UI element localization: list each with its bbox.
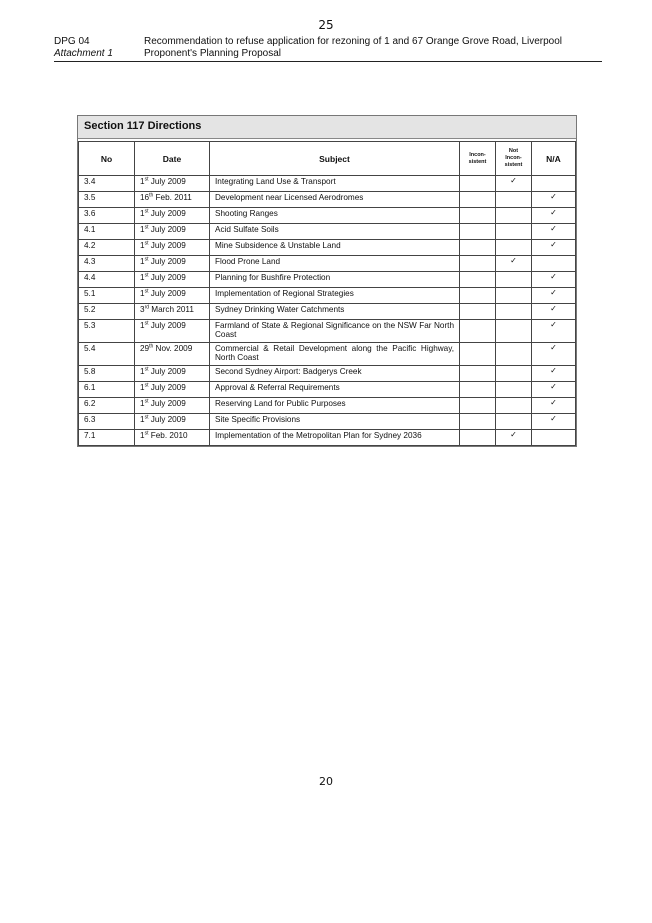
table-row	[79, 304, 576, 320]
page-number-top: 25	[318, 18, 334, 32]
cell-no: 4.3	[79, 256, 135, 272]
date-ordinal: st	[144, 240, 149, 247]
cell-date	[135, 320, 210, 343]
table-body	[79, 176, 576, 446]
cell-na: ✓	[532, 240, 576, 256]
cell-na: ✓	[532, 320, 576, 343]
cell-na: ✓	[532, 192, 576, 208]
cell-no: 5.3	[79, 320, 135, 343]
col-header-not-inconsistent	[496, 142, 532, 176]
cell-not-inconsistent	[496, 240, 532, 256]
col-header-no: No	[79, 142, 135, 176]
cell-subject: Planning for Bushfire Protection	[210, 272, 460, 288]
date-day: 1	[140, 209, 145, 218]
section-117-table-frame	[77, 115, 577, 447]
date-ordinal: rd	[144, 304, 150, 311]
date-rest: July 2009	[148, 209, 186, 218]
date-rest: Feb. 2010	[148, 431, 188, 440]
date-ordinal: st	[144, 272, 149, 279]
col-header-inconsistent-line2: sistent	[468, 158, 487, 165]
cell-not-inconsistent	[496, 320, 532, 343]
cell-subject: Mine Subsidence & Unstable Land	[210, 240, 460, 256]
cell-date	[135, 208, 210, 224]
date-ordinal: st	[144, 430, 149, 437]
table-row	[79, 366, 576, 382]
cell-no: 3.5	[79, 192, 135, 208]
cell-not-inconsistent	[496, 192, 532, 208]
cell-subject: Reserving Land for Public Purposes	[210, 398, 460, 414]
date-day: 16	[140, 193, 150, 202]
section-title: Section 117 Directions	[78, 116, 576, 139]
date-day: 29	[140, 344, 150, 353]
cell-inconsistent	[460, 304, 496, 320]
header-title-line2: Proponent's Planning Proposal	[144, 48, 282, 59]
cell-inconsistent	[460, 176, 496, 192]
cell-na	[532, 256, 576, 272]
date-ordinal: st	[144, 398, 149, 405]
col-header-not-inconsistent-line1: Not	[508, 148, 519, 154]
cell-na	[532, 430, 576, 446]
date-ordinal: st	[144, 224, 149, 231]
page-number-bottom: 20	[319, 775, 333, 788]
cell-date	[135, 414, 210, 430]
cell-no: 5.2	[79, 304, 135, 320]
date-day: 1	[140, 383, 145, 392]
cell-subject: Development near Licensed Aerodromes	[210, 192, 460, 208]
cell-na: ✓	[532, 208, 576, 224]
cell-not-inconsistent	[496, 288, 532, 304]
cell-date	[135, 382, 210, 398]
cell-date	[135, 240, 210, 256]
cell-subject: Commercial & Retail Development along the Pacific Highway, North Coast	[210, 343, 460, 366]
cell-subject: Implementation of Regional Strategies	[210, 288, 460, 304]
cell-no: 5.1	[79, 288, 135, 304]
date-rest: July 2009	[148, 273, 186, 282]
date-day: 3	[140, 305, 145, 314]
cell-na: ✓	[532, 398, 576, 414]
cell-inconsistent	[460, 398, 496, 414]
cell-not-inconsistent	[496, 208, 532, 224]
cell-no: 3.4	[79, 176, 135, 192]
table-row	[79, 192, 576, 208]
table-row	[79, 382, 576, 398]
cell-not-inconsistent: ✓	[496, 256, 532, 272]
cell-date	[135, 256, 210, 272]
date-rest: July 2009	[148, 367, 186, 376]
cell-inconsistent	[460, 343, 496, 366]
table-row	[79, 343, 576, 366]
cell-inconsistent	[460, 208, 496, 224]
table-row	[79, 272, 576, 288]
cell-no: 5.4	[79, 343, 135, 366]
date-day: 1	[140, 431, 145, 440]
cell-no: 4.2	[79, 240, 135, 256]
cell-date	[135, 366, 210, 382]
table-row	[79, 398, 576, 414]
cell-subject: Approval & Referral Requirements	[210, 382, 460, 398]
date-ordinal: st	[144, 382, 149, 389]
cell-inconsistent	[460, 430, 496, 446]
col-header-inconsistent	[460, 142, 496, 176]
cell-subject: Farmland of State & Regional Significance on the NSW Far North Coast	[210, 320, 460, 343]
cell-date	[135, 224, 210, 240]
table-row	[79, 224, 576, 240]
cell-subject: Second Sydney Airport: Badgerys Creek	[210, 366, 460, 382]
date-day: 1	[140, 289, 145, 298]
cell-subject: Shooting Ranges	[210, 208, 460, 224]
date-day: 1	[140, 321, 145, 330]
cell-no: 3.6	[79, 208, 135, 224]
cell-no: 6.2	[79, 398, 135, 414]
cell-inconsistent	[460, 224, 496, 240]
cell-not-inconsistent	[496, 304, 532, 320]
cell-na: ✓	[532, 304, 576, 320]
date-rest: March 2011	[149, 305, 194, 314]
table-row	[79, 208, 576, 224]
cell-subject: Site Specific Provisions	[210, 414, 460, 430]
date-day: 1	[140, 257, 145, 266]
date-rest: July 2009	[148, 225, 186, 234]
date-rest: Nov. 2009	[153, 344, 193, 353]
date-day: 1	[140, 399, 145, 408]
cell-subject: Flood Prone Land	[210, 256, 460, 272]
cell-not-inconsistent: ✓	[496, 176, 532, 192]
cell-no: 4.4	[79, 272, 135, 288]
date-day: 1	[140, 273, 145, 282]
cell-inconsistent	[460, 192, 496, 208]
cell-no: 4.1	[79, 224, 135, 240]
cell-no: 6.1	[79, 382, 135, 398]
date-rest: July 2009	[148, 177, 186, 186]
cell-inconsistent	[460, 320, 496, 343]
date-rest: July 2009	[148, 383, 186, 392]
col-header-inconsistent-line1: Incon-	[469, 151, 486, 158]
header-attachment: Attachment 1	[54, 48, 113, 59]
header-ref: DPG 04	[54, 36, 90, 47]
col-header-not-inconsistent-line3: sistent	[504, 162, 523, 168]
date-ordinal: st	[144, 366, 149, 373]
cell-inconsistent	[460, 256, 496, 272]
cell-na: ✓	[532, 224, 576, 240]
cell-not-inconsistent	[496, 414, 532, 430]
date-day: 1	[140, 177, 145, 186]
cell-date	[135, 430, 210, 446]
cell-date	[135, 176, 210, 192]
cell-inconsistent	[460, 288, 496, 304]
table-header-row	[79, 142, 576, 176]
cell-subject: Integrating Land Use & Transport	[210, 176, 460, 192]
date-ordinal: st	[144, 414, 149, 421]
cell-na: ✓	[532, 414, 576, 430]
cell-inconsistent	[460, 382, 496, 398]
table-row	[79, 176, 576, 192]
cell-date	[135, 304, 210, 320]
cell-na: ✓	[532, 382, 576, 398]
cell-date	[135, 272, 210, 288]
cell-not-inconsistent	[496, 398, 532, 414]
date-rest: July 2009	[148, 399, 186, 408]
cell-inconsistent	[460, 272, 496, 288]
date-rest: July 2009	[148, 289, 186, 298]
date-ordinal: st	[144, 176, 149, 183]
cell-inconsistent	[460, 366, 496, 382]
date-ordinal: st	[144, 320, 149, 327]
cell-na: ✓	[532, 343, 576, 366]
cell-not-inconsistent	[496, 382, 532, 398]
date-ordinal: st	[144, 288, 149, 295]
cell-subject: Acid Sulfate Soils	[210, 224, 460, 240]
cell-na: ✓	[532, 272, 576, 288]
table-row	[79, 320, 576, 343]
cell-date	[135, 398, 210, 414]
directions-table	[78, 141, 576, 446]
cell-subject: Implementation of the Metropolitan Plan for Sydney 2036	[210, 430, 460, 446]
date-rest: July 2009	[148, 321, 186, 330]
cell-inconsistent	[460, 240, 496, 256]
date-ordinal: th	[149, 343, 154, 350]
cell-date	[135, 288, 210, 304]
cell-subject: Sydney Drinking Water Catchments	[210, 304, 460, 320]
cell-na	[532, 176, 576, 192]
cell-na: ✓	[532, 366, 576, 382]
cell-na: ✓	[532, 288, 576, 304]
table-row	[79, 256, 576, 272]
col-header-not-inconsistent-line2: Incon-	[505, 155, 522, 161]
cell-no: 6.3	[79, 414, 135, 430]
col-header-subject: Subject	[210, 142, 460, 176]
cell-inconsistent	[460, 414, 496, 430]
page-header	[54, 36, 602, 60]
cell-date	[135, 192, 210, 208]
date-day: 1	[140, 225, 145, 234]
date-day: 1	[140, 367, 145, 376]
date-rest: Feb. 2011	[153, 193, 192, 202]
cell-not-inconsistent	[496, 366, 532, 382]
date-ordinal: th	[149, 192, 154, 199]
cell-not-inconsistent	[496, 224, 532, 240]
header-title-line1: Recommendation to refuse application for rezoning of 1 and 67 Orange Grove Road, Liverpool	[144, 36, 563, 47]
table-row	[79, 414, 576, 430]
col-header-na: N/A	[532, 142, 576, 176]
table-row	[79, 288, 576, 304]
col-header-date: Date	[135, 142, 210, 176]
date-rest: July 2009	[148, 257, 186, 266]
cell-not-inconsistent	[496, 343, 532, 366]
header-divider	[54, 61, 602, 62]
date-rest: July 2009	[148, 415, 186, 424]
table-row	[79, 430, 576, 446]
cell-not-inconsistent	[496, 272, 532, 288]
cell-no: 7.1	[79, 430, 135, 446]
cell-not-inconsistent: ✓	[496, 430, 532, 446]
table-row	[79, 240, 576, 256]
cell-no: 5.8	[79, 366, 135, 382]
date-rest: July 2009	[148, 241, 186, 250]
date-day: 1	[140, 241, 145, 250]
date-ordinal: st	[144, 256, 149, 263]
date-day: 1	[140, 415, 145, 424]
date-ordinal: st	[144, 208, 149, 215]
cell-date	[135, 343, 210, 366]
